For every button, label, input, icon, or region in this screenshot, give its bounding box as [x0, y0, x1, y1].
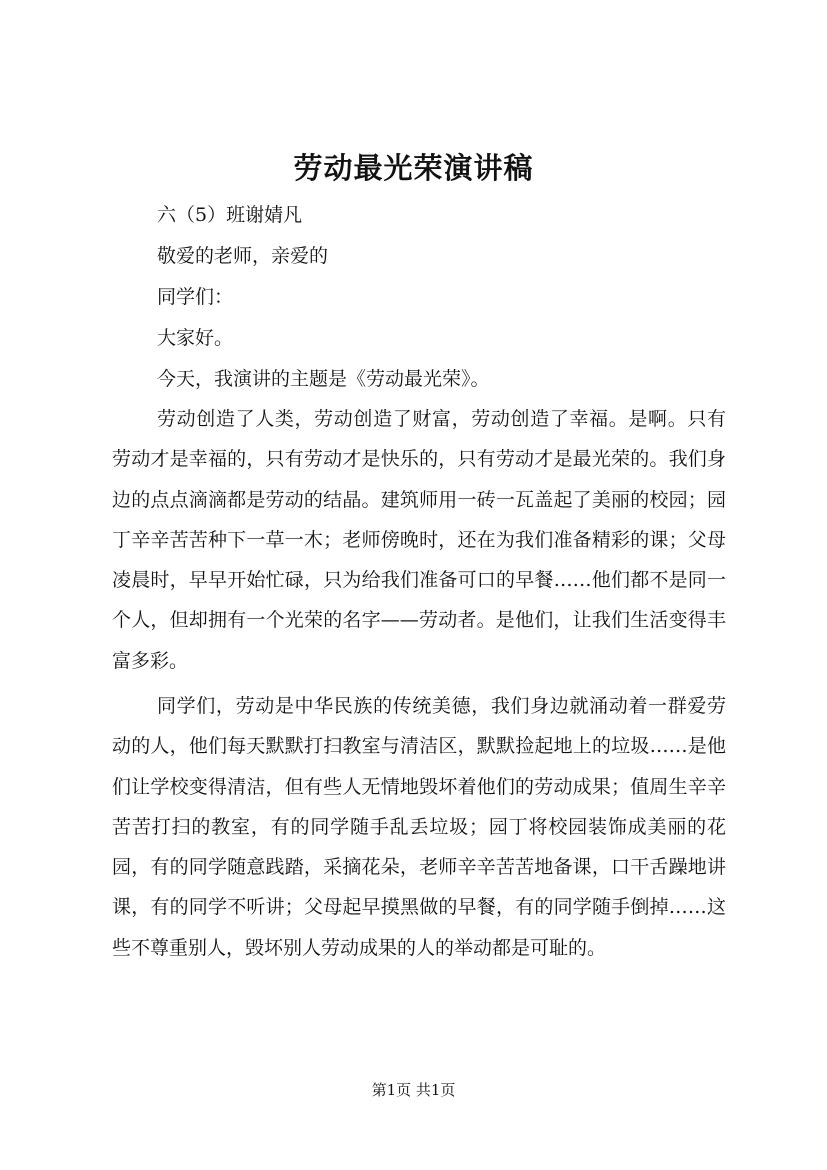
- document-title: 劳动最光荣演讲稿: [293, 151, 534, 185]
- author-line: 六（5）班谢婧凡: [157, 204, 303, 226]
- intro-line: 今天，我演讲的主题是《劳动最光荣》。: [157, 368, 490, 390]
- body-paragraph-2: 同学们，劳动是中华民族的传统美德，我们身边就涌动着一群爱劳动的人，他们每天默默打扫教室与清洁区，默默捡起地上的垃圾……是他们让学校变得清洁，但有些人无情地毁坏着他们的劳动成果；值周生辛辛苦苦打扫的教室，有的同学随手乱丢垃圾；园丁将校园装饰成美丽的花园，有的同学随意践踏，采摘花朵，老师辛辛苦苦地备课，口干舌躁地讲课，有的同学不听讲；父母起早摸黑做的早餐，有的同学随手倒掉……这些不尊重别人，毁坏别人劳动成果的人的举动都是可耻的。: [112, 695, 726, 959]
- body-paragraph-1: 劳动创造了人类，劳动创造了财富，劳动创造了幸福。是啊。只有劳动才是幸福的，只有劳动才是快乐的，只有劳动才是最光荣的。我们身边的点点滴滴都是劳动的结晶。建筑师用一砖一瓦盖起了美丽的校园；园丁辛辛苦苦种下一草一木；老师傍晚时，还在为我们准备精彩的课；父母凌晨时，早早开始忙碌，只为给我们准备可口的早餐……他们都不是同一个人，但却拥有一个光荣的名字——劳动者。是他们，让我们生活变得丰富多彩。: [112, 408, 726, 672]
- salutation-line-1: 敬爱的老师，亲爱的: [157, 245, 329, 267]
- greeting-line: 大家好。: [157, 327, 234, 349]
- page-number-footer: 第1页 共1页: [371, 1081, 456, 1099]
- salutation-line-2: 同学们：: [157, 286, 234, 308]
